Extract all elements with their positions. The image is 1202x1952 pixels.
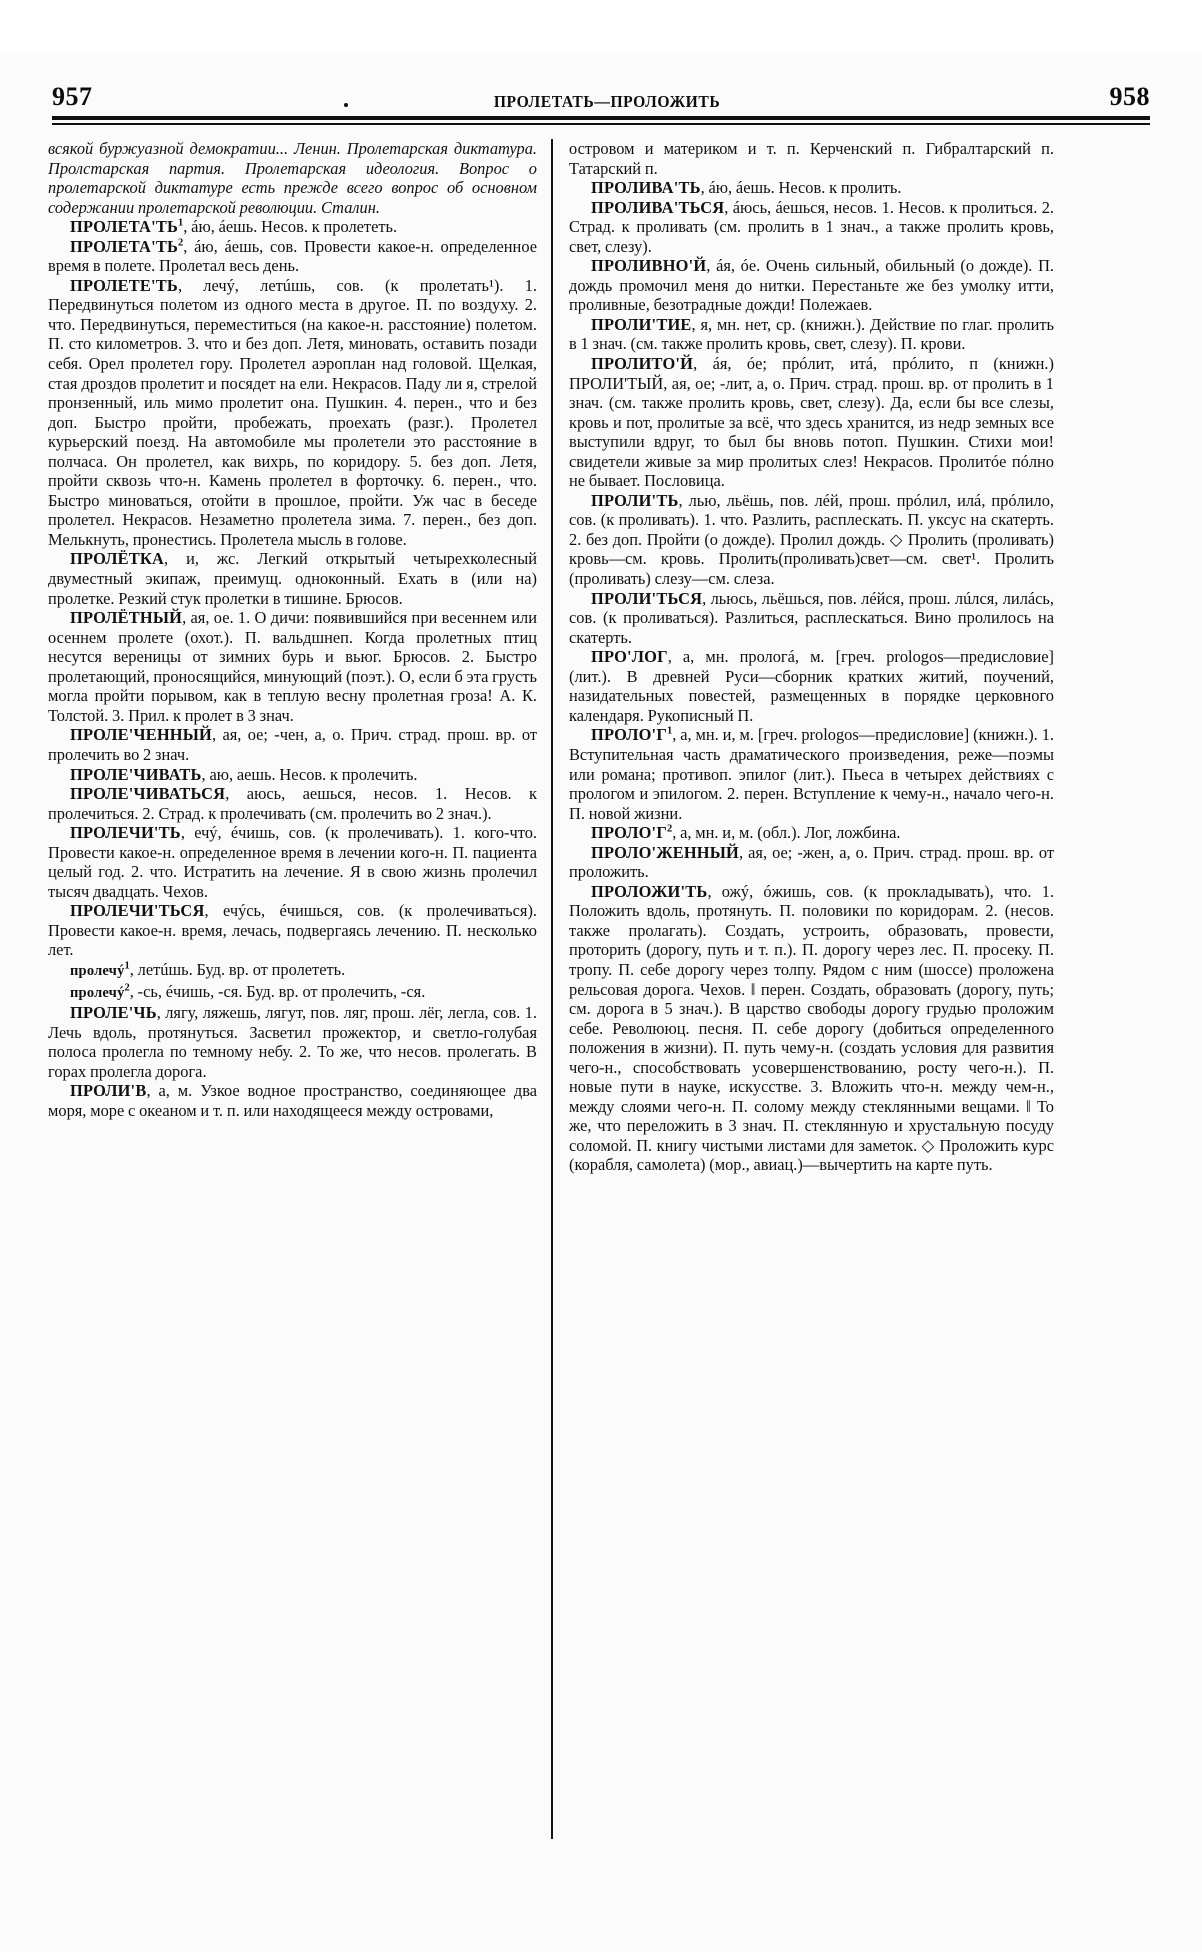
page-title: ПРОЛЕТАТЬ—ПРОЛОЖИТЬ (493, 92, 721, 111)
entry-headword: ПРОЛЕЧИ'ТЬ (70, 823, 181, 843)
dictionary-entry (48, 1003, 537, 1081)
entry-body: , ая, ое; -жен, а, о. Прич. страд. прош. вр. от проложить. (569, 842, 1054, 882)
entry-headword: ПРОЛЕ'ЧИВАТЬСЯ (70, 784, 226, 804)
entry-homonym-index: 1 (178, 217, 184, 229)
dictionary-entry (569, 725, 1054, 823)
entry-headword: ПРОЛОЖИ'ТЬ (591, 881, 708, 901)
continuation-text: островом и материком и т. п. Керченский п. Гибралтарский п. Татарский п. (569, 139, 1054, 178)
entry-headword: ПРОЛЕ'ЧЕННЫЙ (70, 725, 212, 745)
dictionary-entry (48, 784, 537, 823)
entry-headword: ПРОЛЁТКА (70, 549, 164, 569)
entry-headword: ПРОЛИТО'Й (591, 354, 694, 374)
folio-left: 957 (52, 82, 93, 111)
entry-body: , áю, áешь. Несов. к пролить. (700, 178, 902, 198)
dictionary-entry (48, 823, 537, 901)
entry-body: , и, жс. Легкий открытый четырехколесный двуместный экипаж, преимущ. одноконный. Ехать в (или на) пролетке. Резкий стук пролетки в тишине. Брюсов. (48, 549, 537, 608)
entry-homonym-index: 1 (666, 725, 673, 737)
running-head (52, 52, 1150, 110)
entry-body: , ая, ое; -чен, а, о. Прич. страд. прош. вр. от пролечить во 2 знач. (48, 725, 537, 764)
entry-headword: ПРОЛО'Г (591, 725, 667, 745)
continuation-text: всякой буржуазной демократии... Ленин. Пролетарская диктатура. Пролстарская партия. Пролетарская идеология. Вопрос о пролетарской диктатуре есть прежде всего вопрос об основном содержании пролетарской революции. Сталин. (48, 139, 537, 217)
entry-homonym-index: 2 (124, 982, 130, 994)
entry-body: , ечýсь, éчишься, сов. (к пролечиваться). Провести какое-н. время, лечась, подвергаясь лечению. П. несколько лет. (48, 901, 537, 960)
entry-headword: ПРОЛИВА'ТЬ (591, 178, 701, 198)
entry-headword: ПРОЛО'ЖЕННЫЙ (591, 842, 739, 862)
head-separator-dot (344, 103, 348, 107)
entry-body: , лью, льёшь, пов. лéй, прош. прóлил, илá, прóлило, сов. (к проливать). 1. что. Разлить, расплескать. П. уксус на скатерть. 2. без доп. Пройти (о дожде). Пролил дождь. ◇ Пролить (проливать) кровь—см. кровь. Пролить(проливать)свет—см. свет¹. Пролить (проливать) слезу—см. слеза. (569, 490, 1054, 589)
entry-body: , -сь, éчишь, -ся. Буд. вр. от пролечить, -ся. (129, 981, 426, 1001)
dictionary-entry (48, 276, 537, 550)
entry-headword: ПРОЛИВА'ТЬСЯ (591, 197, 725, 217)
dictionary-entry (48, 237, 537, 276)
entry-body: , летúшь. Буд. вр. от пролететь. (129, 959, 346, 979)
entry-headword: ПРОЛИ'В (70, 1081, 147, 1101)
entry-body: , льюсь, льёшься, пов. лéйся, прош. лúлся, лилáсь, сов. (к проливаться). Разлиться, расплескаться. Вино пролилось на скатерть. (569, 588, 1054, 647)
entry-headword: ПРОЛЕЧИ'ТЬСЯ (70, 901, 205, 921)
entry-body: , áя, óе. Очень сильный, обильный (о дожде). П. дождь промочил меня до нитки. Перестаньте же без умолку итти, проливные, безотрадные дожди! Полежаев. (569, 256, 1054, 315)
dictionary-entry (569, 882, 1054, 1175)
column-left (48, 139, 551, 1839)
entry-headword: ПРОЛЕ'ЧИВАТЬ (70, 764, 202, 784)
entry-body: , а, мн. и, м. (обл.). Лог, ложбина. (672, 823, 901, 843)
entry-headword: пролечý (70, 984, 125, 1001)
entry-homonym-index: 2 (666, 823, 673, 835)
entry-body: , áюсь, áешься, несов. 1. Несов. к пролиться. 2. Страд. к проливать (см. пролить в 1 знач., а также пролить кровь, свет, слезу). (569, 197, 1054, 256)
entry-body: , аюсь, аешься, несов. 1. Несов. к пролечиться. 2. Страд. к пролечивать (см. пролечить во 2 знач.). (48, 784, 537, 823)
dictionary-entry (569, 198, 1054, 257)
entry-homonym-index: 2 (178, 237, 184, 249)
dictionary-entry (569, 843, 1054, 882)
folio-right: 958 (1109, 82, 1150, 111)
header-rule-thin (52, 123, 1150, 125)
dictionary-entry (569, 647, 1054, 725)
entry-headword: ПРОЛИ'ТЬ (591, 490, 679, 510)
dictionary-entry (569, 491, 1054, 589)
entry-body: , áю, áешь, сов. Провести какое-н. определенное время в полете. Пролетал весь день. (48, 236, 537, 276)
paragraph-continuation (48, 139, 537, 217)
entry-headword: ПРОЛЕТА'ТЬ (70, 217, 179, 237)
dictionary-entry (569, 823, 1054, 843)
dictionary-entry (569, 178, 1054, 198)
entry-body: , ая, ое. 1. О дичи: появившийся при весеннем или осеннем пролете (охот.). П. вальдшнеп. Когда пролетных птиц несутся вереницы от зимних бурь и вьюг. Брюсов. 2. Быстро пролетающий, проносящийся, минующий (поэт.). О, если б эта грусть могла пройти порывом, как в теплую весну пролетная гроза! А. К. Толстой. 3. Прил. к пролет в 3 знач. (48, 608, 537, 725)
dictionary-entry (48, 1081, 537, 1120)
dictionary-entry (48, 901, 537, 960)
dictionary-entry (48, 549, 537, 608)
dictionary-entry (569, 256, 1054, 315)
dictionary-entry (48, 217, 537, 237)
entry-body: , аю, аешь. Несов. к пролечить. (201, 764, 418, 784)
entry-headword: ПРО'ЛОГ (591, 647, 668, 667)
entry-body: , лечý, летúшь, сов. (к пролетать¹). 1. Передвинуться полетом из одного места в другое. П. по воздуху. 2. что. Передвинуться, переместиться (на какое-н. расстояние) полетом. П. сто километров. 3. что и без доп. Летя, миновать, оставить позади себя. Орел пролетел гору. Пролетел аэроплан над головой. Щелкая, стая дроздов пролетит и посядет на ели. Некрасов. Паду ли я, стрелой пронзенный, иль мимо пролетит она. Пушкин. 4. перен., что и без доп. Быстро пройти, пробежать, проехать (разг.). Пролетел курьерский поезд. На автомобиле мы пролетели это расстояние в полчаса. Он пролетел, как вихрь, по коридору. 5. без доп. Летя, пройти сквозь что-н. Камень пролетел в форточку. 6. перен., что. Быстро миноваться, отойти в прошлое, пройти. Уж час в беседе пролетел. Некрасов. Незаметно пролетела зима. 7. перен., без доп. Мелькнуть, пронестись. Пролетела мысль в голове. (48, 275, 537, 549)
entry-headword: пролечý (70, 962, 125, 979)
dictionary-entry (48, 765, 537, 785)
entry-body: , лягу, ляжешь, лягут, пов. ляг, прош. лёг, легла, сов. 1. Лечь вдоль, протянуться. Засветил прожектор, и светло-голубая полоса пролегла по темному небу. 2. То же, что несов. пролегать. В горах пролегла дорога. (48, 1003, 537, 1081)
entry-headword: ПРОЛЕТЕ'ТЬ (70, 275, 178, 295)
entry-body: , áя, óе; прóлит, итá, прóлито, п (книжн.) ПРОЛИ'ТЫЙ, ая, ое; -лит, а, о. Прич. страд. прош. вр. от пролить в 1 знач. (см. также пролить кровь, свет, слезу). Да, если бы все слезы, кровь и пот, пролитые за всё, что здесь хранится, из недр земных все выступили вдруг, то был бы вновь потоп. Пушкин. Стихи мои! свидетели живые за мир пролитых слез! Некрасов. Пролитóе пóлно не бывает. Пословица. (569, 354, 1054, 491)
entry-body: , áю, áешь. Несов. к пролететь. (183, 217, 398, 237)
entry-headword: ПРОЛЁТНЫЙ (70, 608, 183, 628)
dictionary-entry (48, 982, 537, 1004)
entry-headword: ПРОЛО'Г (591, 823, 667, 843)
dictionary-entry (569, 589, 1054, 648)
dictionary-entry (569, 354, 1054, 491)
columns (48, 139, 1154, 1839)
dictionary-entry (48, 725, 537, 764)
entry-headword: ПРОЛИ'ТЬСЯ (591, 588, 703, 608)
entry-body: , а, м. Узкое водное пространство, соединяющее два моря, море с океаном и т. п. или находящееся между островами, (48, 1081, 537, 1120)
header-rule (52, 116, 1150, 125)
paragraph-continuation (569, 139, 1054, 178)
entry-headword: ПРОЛИ'ТИЕ (591, 314, 692, 334)
dictionary-entry (48, 608, 537, 725)
entry-body: , ечý, éчишь, сов. (к пролечивать). 1. кого-что. Провести какое-н. определенное время в лечении кого-н. П. пациента целый год. 2. что. Истратить на лечение. Я в свою жизнь пролечил тысяч двадцать. Чехов. (48, 823, 537, 901)
entry-homonym-index: 1 (124, 960, 130, 972)
entry-headword: ПРОЛИВНО'Й (591, 256, 707, 276)
dictionary-entry (48, 960, 537, 982)
entry-headword: ПРОЛЕ'ЧЬ (70, 1003, 157, 1023)
entry-body: , я, мн. нет, ср. (книжн.). Действие по глаг. пролить в 1 знач. (см. также пролить кровь, свет, слезу). П. крови. (569, 314, 1054, 354)
entry-body: , а, мн. прологá, м. [греч. prologos—предисловие] (лит.). В древней Руси—сборник кратких житий, поучений, назидательных повестей, размещенных в порядке церковного календаря. Рукописный П. (569, 647, 1054, 725)
entry-body: , ожý, óжишь, сов. (к прокладывать), что. 1. Положить вдоль, протянуть. П. половики по коридорам. 2. (несов. также пролагать). Создать, устроить, образовать, провести, проторить (дорогу, путь и т. п.). П. дорогу через лес. П. просеку. П. тропу. П. себе дорогу через толпу. Рядом с ним (шоссе) проложена рельсовая дорога. Чехов. ‖ перен. Создать, образовать (дорогу, путь; см. дорога в 5 знач.). В царство свободы дорогу грудью проложим себе. Револююц. песня. П. себе дорогу (добиться определенного положения в жизни). П. путь чему-н. (создать условия для развития чего-н., способствовать усовершенствованию, росту чего-н.). П. новые пути в науке, искусстве. 3. Вложить что-н. между чем-н., между слоями чего-н. П. солому между стеклянными вещами. ‖ То же, что переложить в 3 знач. П. стеклянную и хрустальную посуду соломой. П. книгу чистыми листами для заметок. ◇ Проложить курс (корабля, самолета) (мор., авиац.)—вычертить на карте путь. (569, 881, 1054, 1175)
column-right (551, 139, 1054, 1839)
entry-body: , а, мн. и, м. [греч. prologos—предисловие] (книжн.). 1. Вступительная часть драматического произведения, реже—поэмы или романа; противоп. эпилог (лит.). Пьеса в четырех действиях с прологом и эпилогом. 2. перен. Вступление к чему-н., начало чего-н. П. новой жизни. (569, 725, 1054, 823)
dictionary-page (0, 52, 1202, 1952)
dictionary-entry (569, 315, 1054, 354)
entry-headword: ПРОЛЕТА'ТЬ (70, 236, 179, 256)
